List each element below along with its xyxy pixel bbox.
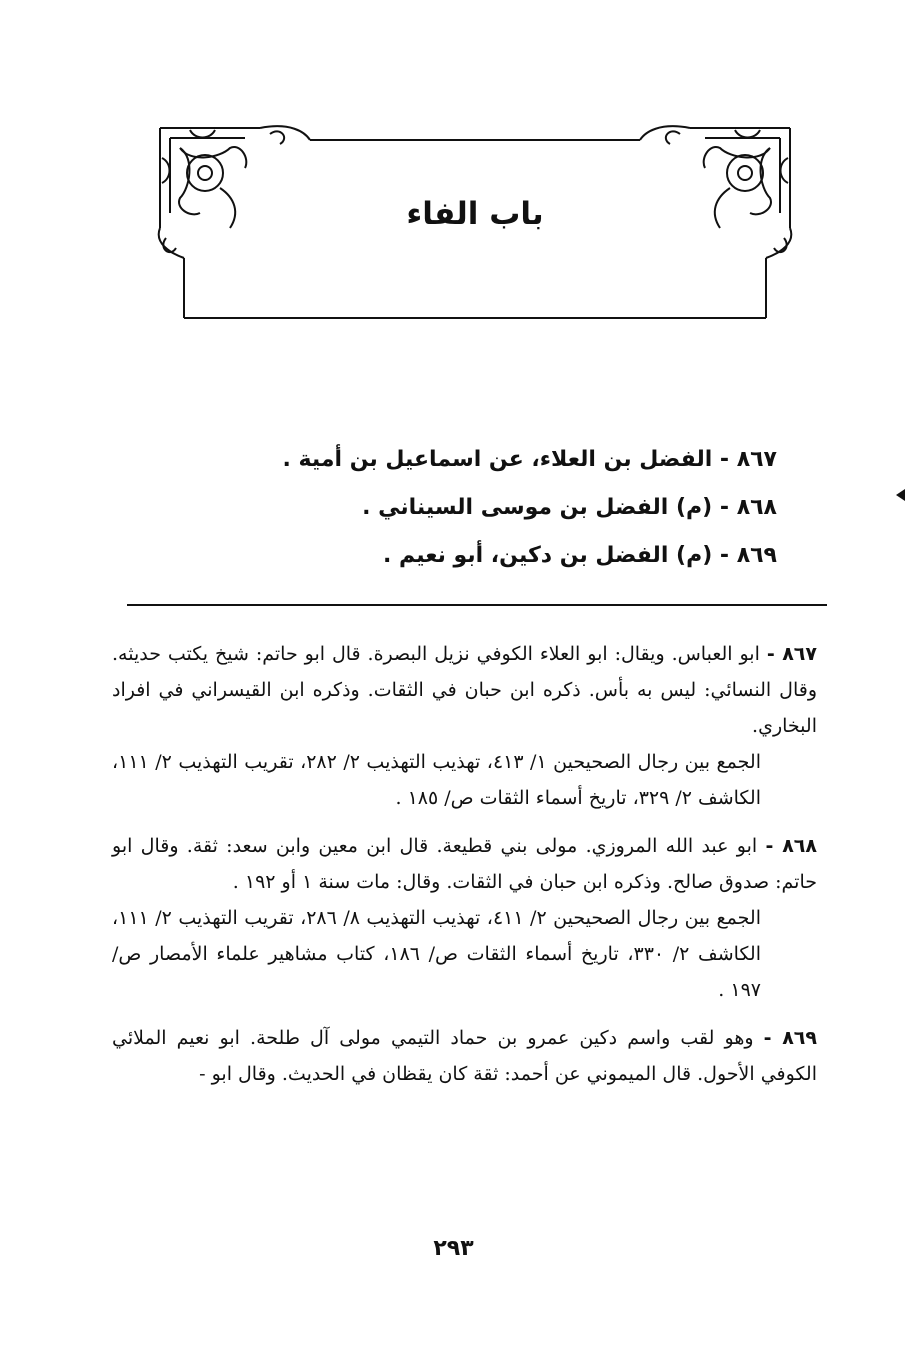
footnote-text: وهو لقب واسم دكين عمرو بن حماد التيمي مولى آل طلحة. ابو نعيم الملائي الكوفي الأحول. قال الميموني عن أحمد: ثقة كان يقظان في الحديث. وقال ابو -	[112, 1027, 817, 1085]
footnotes	[112, 636, 817, 1104]
page-number: ٢٩٣	[433, 1236, 474, 1261]
footnote-869	[112, 1020, 817, 1092]
footnote-number: ٨٦٨ -	[765, 835, 817, 857]
footnote-868	[112, 828, 817, 1008]
footnote-text: ابو العباس. ويقال: ابو العلاء الكوفي نزيل البصرة. قال ابو حاتم: شيخ يكتب حديثه. وقال النسائي: ليس به بأس. ذكره ابن حبان في الثقات. وذكره ابن القيسراني في افراد البخاري.	[112, 643, 817, 737]
footnote-references: الجمع بين رجال الصحيحين ٢/ ٤١١، تهذيب التهذيب ٨/ ٢٨٦، تقريب التهذيب ٢/ ١١١، الكاشف ٢/ ٣٣٠، تاريخ أسماء الثقات ص/ ١٨٦، كتاب مشاهير علماء الأمصار ص/ ١٩٧ .	[112, 907, 761, 1001]
footnote-text: ابو عبد الله المروزي. مولى بني قطيعة. قال ابن معين وابن سعد: ثقة. وقال ابو حاتم: صدوق صالح. وذكره ابن حبان في الثقات. وقال: مات سنة ١ أو ١٩٢ .	[112, 835, 817, 893]
entry-list	[177, 436, 777, 580]
footnote-number: ٨٦٧ -	[766, 643, 817, 665]
footnote-number: ٨٦٩ -	[763, 1027, 817, 1049]
entry-869: ٨٦٩ - (م) الفضل بن دكين، أبو نعيم .	[382, 543, 777, 568]
margin-arrow-icon	[896, 489, 905, 501]
footnote-references: الجمع بين رجال الصحيحين ١/ ٤١٣، تهذيب التهذيب ٢/ ٢٨٢، تقريب التهذيب ٢/ ١١١، الكاشف ٢/ ٣٢٩، تاريخ أسماء الثقات ص/ ١٨٥ .	[112, 751, 761, 809]
entry-867: ٨٦٧ - الفضل بن العلاء، عن اسماعيل بن أمية .	[282, 447, 777, 472]
chapter-title: باب الفاء	[406, 196, 544, 232]
entry-868: ٨٦٨ - (م) الفضل بن موسى السيناني .	[362, 495, 777, 520]
footnote-divider	[127, 604, 827, 606]
footnote-867	[112, 636, 817, 816]
